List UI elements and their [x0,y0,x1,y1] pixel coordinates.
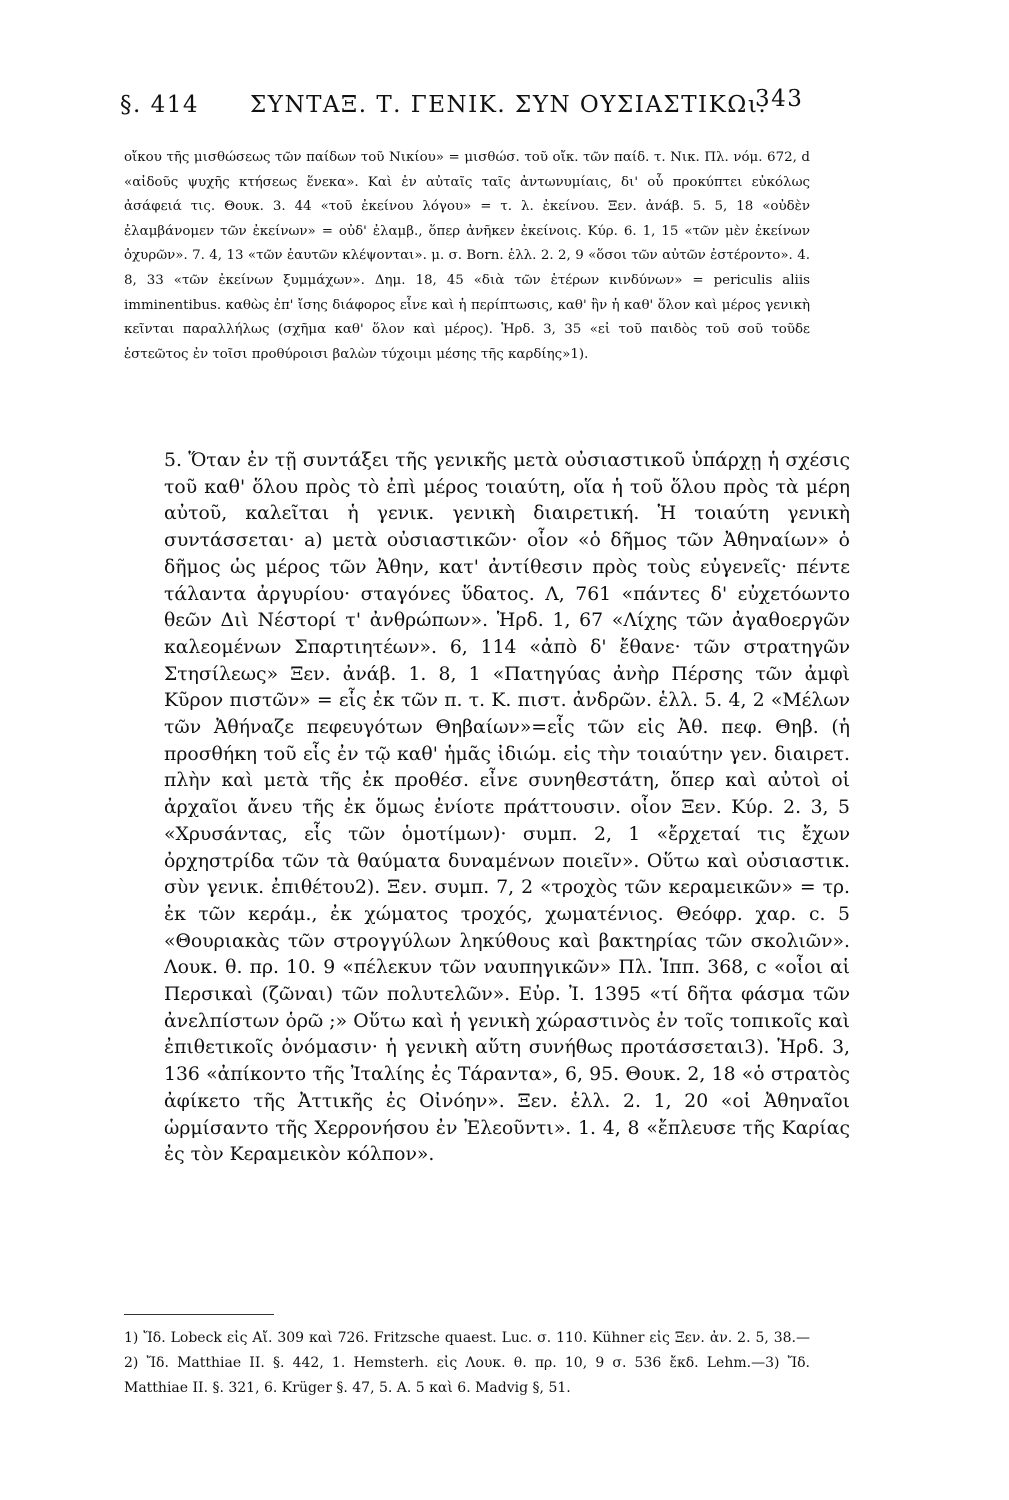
main-paragraph: 5. Ὅταν ἐν τῇ συντάξει τῆς γενικῆς μετὰ οὐσιαστικοῦ ὑπάρχῃ ἡ σχέσις τοῦ καθ' ὅλου πρὸς τὸ ἐπὶ μέρος τοιαύτη, οἵα ἡ τοῦ ὅλου πρὸς τὰ μέρη αὐτοῦ, καλεῖται ἡ γενικ. γενικὴ διαιρετική. Ἡ τοιαύτη γενικὴ συντάσσεται· a) μετὰ οὐσιαστικῶν· οἷον «ὁ δῆμος τῶν Ἀθηναίων» ὁ δῆμος ὡς μέρος τῶν Ἀθην, κατ' ἀντίθεσιν πρὸς τοὺς εὐγενεῖς· πέντε τάλαντα ἀργυρίου· σταγόνες ὕδατος. Λ, 761 «πάντες δ' εὐχετόωντο θεῶν Διὶ Νέστορί τ' ἀνθρώπων». Ἡρδ. 1, 67 «Λίχης τῶν ἀγαθοεργῶν καλεομένων Σπαρτιητέων». 6, 114 «ἀπὸ δ' ἔθανε· τῶν στρατηγῶν Στησίλεως» Ξεν. ἀνάβ. 1. 8, 1 «Πατηγύας ἀνὴρ Πέρσης τῶν ἀμφὶ Κῦρον πιστῶν» = εἷς ἐκ τῶν π. τ. Κ. πιστ. ἀνδρῶν. ἑλλ. 5. 4, 2 «Μέλων τῶν Ἀθήναζε πεφευγότων Θηβαίων»=εἷς τῶν εἰς Ἀθ. πεφ. Θηβ. (ἡ προσθήκη τοῦ εἷς ἐν τῷ καθ' ἡμᾶς ἰδιώμ. εἰς τὴν τοιαύτην γεν. διαιρετ. πλὴν καὶ μετὰ τῆς ἐκ προθέσ. εἶνε συνηθεστάτη, ὅπερ καὶ αὐτοὶ οἱ ἀρχαῖοι ἄνευ τῆς ἐκ ὅμως ἐνίοτε πράττουσιν. οἷον Ξεν. Κύρ. 2. 3, 5 «Χρυσάντας, εἷς τῶν ὁμοτίμων)· συμπ. 2, 1 «ἔρχεταί τις ἔχων ὀρχηστρίδα τῶν τὰ θαύματα δυναμένων ποιεῖν». Οὕτω καὶ οὐσιαστικ. σὺν γενικ. ἐπιθέτου2). Ξεν. συμπ. 7, 2 «τροχὸς τῶν κεραμεικῶν» = τρ. ἐκ τῶν κεράμ., ἐκ χώματος τροχός, χωματένιος. Θεόφρ. χαρ. c. 5 «Θουριακὰς τῶν στρογγύλων ληκύθους καὶ βακτηρίας τῶν σκολιῶν». Λουκ. θ. πρ. 10. 9 «πέλεκυν τῶν ναυπηγικῶν» Πλ. Ἱππ. 368, c «οἷοι αἱ Περσικαὶ (ζῶναι) τῶν πολυτελῶν». Εὐρ. Ἰ. 1395 «τί δῆτα φάσμα τῶν ἀνελπίστων ὁρῶ ;» Οὕτω καὶ ἡ γενικὴ χώραστινὸς ἐν τοῖς τοπικοῖς καὶ ἐπιθετικοῖς ὀνόμασιν· ἡ γενικὴ αὕτη συνήθως προτάσσεται3). Ἡρδ. 3, 136 «ἀπίκοντο τῆς Ἰταλίης ἐς Τάραντα», 6, 95. Θουκ. 2, 18 «ὁ στρατὸς ἀφίκετο τῆς Ἀττικῆς ἐς Οἰνόην». Ξεν. ἑλλ. 2. 1, 20 «οἱ Ἀθηναῖοι ὡρμίσαντο τῆς Χερρονήσου ἐν Ἐλεοῦντι». 1. 4, 8 «ἔπλευσε τῆς Καρίας ἐς τὸν Κεραμεικὸν κόλπον». [164,450,850,1166]
running-header [0,86,1009,126]
section-marker: §. 414 [120,92,200,118]
footnotes: 1) Ἴδ. Lobeck εἰς Αἴ. 309 καὶ 726. Fritzsche quaest. Luc. σ. 110. Kühner εἰς Ξεν. ἀν. 2. 5, 38.—2) Ἴδ. Matthiae II. §. 442, 1. Hemsterh. εἰς Λουκ. θ. πρ. 10, 9 σ. 536 ἔκδ. Lehm.—3) Ἴδ. Matthiae II. §. 321, 6. Krüger §. 47, 5. A. 5 καὶ 6. Madvig §, 51. [124,1330,810,1396]
page-number: 343 [755,86,804,112]
footnote-rule [124,1314,274,1315]
running-title: ΣΥΝΤΑΞ. Τ. ΓΕΝΙΚ. ΣΥΝ ΟΥΣΙΑΣΤΙΚΩι. [250,92,768,118]
small-print-paragraph: οἴκου τῆς μισθώσεως τῶν παίδων τοῦ Νικίου» = μισθώσ. τοῦ οἴκ. τῶν παίδ. τ. Νικ. Πλ. νόμ. 672, d «αἰδοῦς ψυχῆς κτήσεως ἕνεκα». Καὶ ἐν αὐταῖς ταῖς ἀντωνυμίαις, δι' οὗ προκύπτει εὐκόλως ἀσάφειά τις. Θουκ. 3. 44 «τοῦ ἐκείνου λόγου» = τ. λ. ἐκείνου. Ξεν. ἀνάβ. 5. 5, 18 «οὐδὲν ἐλαμβάνομεν τῶν ἐκείνων» = οὐδ' ἐλαμβ., ὅπερ ἀνῆκεν ἐκείνοις. Κύρ. 6. 1, 15 «τῶν μὲν ἐκείνων ὀχυρῶν». 7. 4, 13 «τῶν ἑαυτῶν κλέψονται». μ. σ. Born. ἑλλ. 2. 2, 9 «ὅσοι τῶν αὐτῶν ἐστέροντο». 4. 8, 33 «τῶν ἐκείνων ξυμμάχων». Δημ. 18, 45 «διὰ τῶν ἑτέρων κινδύνων» = periculis aliis imminentibus. καθὼς ἐπ' ἴσης διάφορος εἶνε καὶ ἡ περίπτωσις, καθ' ἣν ἡ καθ' ὅλον καὶ μέρος γενικὴ κεῖνται παραλλήλως (σχῆμα καθ' ὅλον καὶ μέρος). Ἡρδ. 3, 35 «εἰ τοῦ παιδὸς τοῦ σοῦ τοῦδε ἑστεῶτος ἐν τοῖσι προθύροισι βαλὼν τύχοιμι μέσης τῆς καρδίης»1). [124,150,810,362]
